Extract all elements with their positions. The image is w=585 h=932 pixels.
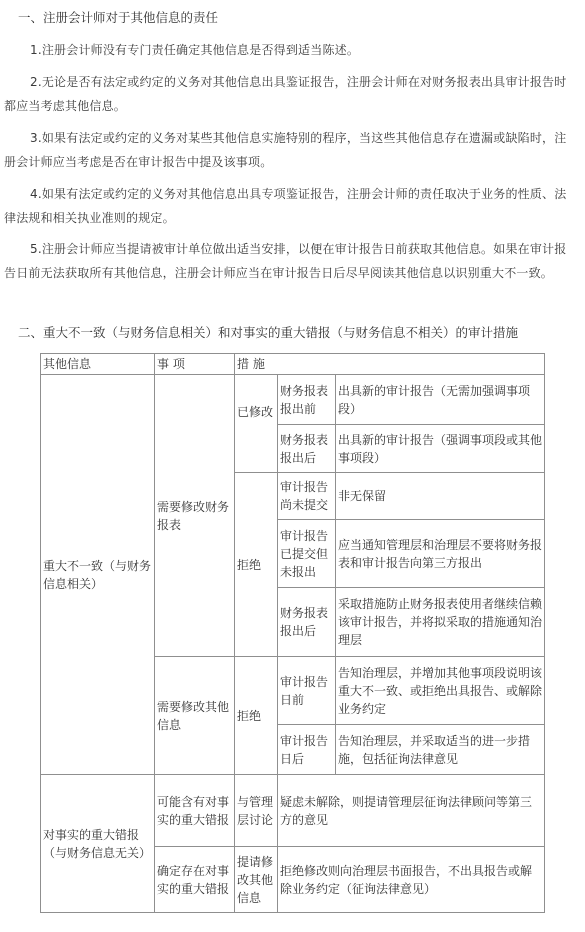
timing-cell: 审计报告尚未提交 — [278, 473, 336, 520]
inconsistency-label: 重大不一致（与财务信息相关） — [41, 375, 155, 775]
paragraph-3: 3.如果有法定或约定的义务对某些其他信息实施特别的程序，当这些其他信息存在遗漏或缺陷时，注册会计师应当考虑是否在审计报告中提及该事项。 — [4, 131, 567, 169]
timing-cell: 财务报表报出后 — [278, 588, 336, 657]
table-header-row — [41, 354, 545, 375]
header-matter: 事 项 — [155, 354, 235, 375]
modified-label: 已修改 — [235, 375, 278, 473]
audit-measures-table — [40, 353, 545, 913]
refused-label: 拒绝 — [235, 473, 278, 657]
action-cell: 告知治理层，并采取适当的进一步措施，包括征询法律意见 — [336, 725, 545, 775]
table-row — [41, 775, 545, 847]
header-other-info: 其他信息 — [41, 354, 155, 375]
action-cell: 非无保留 — [336, 473, 545, 520]
action-cell: 采取措施防止财务报表使用者继续信赖该审计报告，并将拟采取的措施通知治理层 — [336, 588, 545, 657]
section-2-title: 二、重大不一致（与财务信息相关）和对事实的重大错报（与财务信息不相关）的审计措施 — [18, 325, 519, 340]
refused-label: 拒绝 — [235, 657, 278, 775]
paragraph-5: 5.注册会计师应当提请被审计单位做出适当安排，以便在审计报告日前获取其他信息。如果在审计报告日前无法获取所有其他信息，注册会计师应当在审计报告日后尽早阅读其他信息以识别重大不一致。 — [4, 242, 567, 280]
matter-cell: 可能含有对事实的重大错报 — [155, 775, 235, 847]
other-needs-modify-label: 需要修改其他信息 — [155, 657, 235, 775]
timing-cell: 财务报表报出后 — [278, 425, 336, 473]
fs-needs-modify-label: 需要修改财务报表 — [155, 375, 235, 657]
action-cell: 出具新的审计报告（无需加强调事项段） — [336, 375, 545, 425]
table-row — [41, 375, 545, 425]
matter-cell: 确定存在对事实的重大错报 — [155, 847, 235, 913]
paragraph-2: 2.无论是否有法定或约定的义务对其他信息出具鉴证报告，注册会计师在对财务报表出具审计报告时都应当考虑其他信息。 — [4, 75, 567, 113]
timing-cell: 财务报表报出前 — [278, 375, 336, 425]
action-cell: 告知治理层，并增加其他事项段说明该重大不一致、或拒绝出具报告、或解除业务约定 — [336, 657, 545, 725]
timing-cell: 审计报告日后 — [278, 725, 336, 775]
step-cell: 提请修改其他信息 — [235, 847, 278, 913]
action-cell: 应当通知管理层和治理层不要将财务报表和审计报告向第三方报出 — [336, 520, 545, 588]
timing-cell: 审计报告已提交但未报出 — [278, 520, 336, 588]
header-measures: 措 施 — [235, 354, 545, 375]
step-cell: 与管理层讨论 — [235, 775, 278, 847]
action-cell: 疑虑未解除，则提请管理层征询法律顾问等第三方的意见 — [278, 775, 545, 847]
action-cell: 拒绝修改则向治理层书面报告，不出具报告或解除业务约定（征询法律意见） — [278, 847, 545, 913]
section-1-title: 一、注册会计师对于其他信息的责任 — [18, 10, 219, 25]
timing-cell: 审计报告日前 — [278, 657, 336, 725]
action-cell: 出具新的审计报告（强调事项段或其他事项段） — [336, 425, 545, 473]
paragraph-4: 4.如果有法定或约定的义务对其他信息出具专项鉴证报告，注册会计师的责任取决于业务的性质、法律法规和相关执业准则的规定。 — [4, 187, 567, 225]
paragraph-1: 1.注册会计师没有专门责任确定其他信息是否得到适当陈述。 — [30, 43, 360, 57]
misstatement-label: 对事实的重大错报（与财务信息无关） — [41, 775, 155, 913]
